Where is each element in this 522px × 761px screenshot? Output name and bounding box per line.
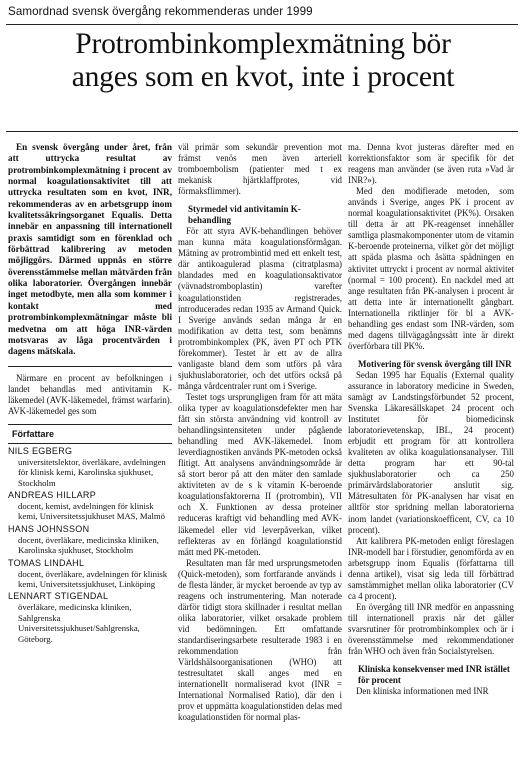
paragraph: Sedan 1995 har Equalis (External quality assurance in laboratory medicine in Sweden, samägt av Landstingsförbundet 52 procent, Svenska Läkaresällskapet 24 procent och Institutet för biomedicinsk laboratorievetenskap, IBL, 24 procent) erbjudit ett program för att kontrollera kvaliteten av olika koagulationsanalyser. Till detta program har ett 90-tal sjukhuslaboratorier och ca 250 primärvårdslaboratorier anslutit sig. Mätresultaten för PK-analysen har visat en alltför stor spridning mellan laboratorierna inom landet (variationskoefficent, CV, ca 10 procent). (348, 369, 514, 535)
lead-text: En svensk övergång under året, från att uttrycka resultat av protrombinkomplexmätning i procent av normal koagulationsaktivitet till att uttrycka resultaten som en kvot, INR, rekommenderas av en arbetsgrupp inom kvalitetssäkringsorganet Equalis. Detta innebär en anpassning till internationell praxis samtidigt som en förenklad och förbättrad kalibrering av metoden möjliggörs. Därmed uppnås en större överensstämmelse mellan mätvärden från olika laboratorier. Övergången innebär inget metodbyte, men alla som kommer i kontakt med protrombinkomplexmätningar måste bli medvetna om att höga INR-värden motsvaras av låga procentvärden i dagens mätskala. (8, 142, 172, 357)
paragraph: Resultaten man får med ursprungsmetoden (Quick-metoden), som fortfarande används i de flesta länder, är mycket beroende av typ av reagens och instrumentering. Man noterade därför tidigt stora skillnader i resultat mellan olika laboratorier, vilket orsakade problem vid bedömningen. Ett omfattande standardiseringsarbete resulterade 1983 i en rekommendation från Världshälsoorganisationen (WHO) att testresultatet skall anges med en internationellt normaliserad kvot (INR = International Normalised Ratio), där den i prov et uppmätta koagulationstiden delas med koagulationstiden för normal plas- (178, 557, 342, 723)
headline-line-2: anges som en kvot, inte i procent (71, 61, 455, 93)
paragraph: För att styra AVK-behandlingen behöver man kunna mäta koagulationsförmågan. Mätning av protrombintid med ett enkelt test, där antikoagulerad plasma (citratplasma) blandades med en koagulationsaktivator (vävnadstromboplastin) varefter koagulationstiden registrerades, introducerades redan 1935 av Armand Quick. I Sverige används sedan många år en modifikation av detta test, som benämns protrombinkomplex (PK, även PT och PTK förekommer). Testet är ett av de allra vanligaste bland dem som utförs på våra sjukhuslaboratorier, och det utförs också på många vårdcentraler runt om i Sverige. (178, 226, 342, 391)
paragraph: Den kliniska informationen med INR (356, 686, 489, 697)
section-heading: Styrmedel vid antivitamin K-behandling (188, 204, 301, 226)
author-role: docent, kemist, avdelningen för klinisk kemi, Universitetssjukhuset MAS, Malmö (18, 500, 165, 522)
section-heading: Kliniska konsekvenser med INR istället för procent (358, 664, 510, 686)
authors-title: Författare (12, 428, 55, 439)
author-role: docent, överläkare, avdelningen för klinisk kemi, Universitetssjukhuset, Linköping (18, 568, 168, 590)
top-rule (6, 24, 518, 25)
author-role: överläkare, medicinska kliniken, Sahlgrenska Universitetssjukhuset/Sahlgrenska, Göteborg. (18, 602, 140, 644)
author-name: HANS JOHNSSON (8, 523, 90, 534)
author-name: LENNART STIGENDAL (8, 591, 109, 602)
article-kicker: Samordnad svensk övergång rekommenderas under 1999 (8, 5, 313, 18)
lead-divider (8, 366, 172, 367)
column-3 (348, 142, 514, 697)
section-heading: Motivering för svensk övergång till INR (358, 358, 512, 369)
article-headline (13, 28, 513, 94)
headline-line-1: Protrombinkomplexmätning bör (75, 28, 451, 60)
paragraph: Med den modifierade metoden, som används i Sverige, anges PK i procent av normal koagulationsaktivitet (PK%). Orsaken till detta är att PK-reagenset innehåller samtliga plasmakomponenter utom de vitamin K-beroende proteinerna, vilket gör det möjligt att späda plasma och åsätta spädningen en aktivitet uttryckt i procent av normal aktivitet (normal = 100 procent). En nackdel med att ange resultaten från PK-analysen i procent är att detta inte är internationellt gångbart. Internationella riktlinjer för bl a AVK-behandling ges endast som INR-värden, som med dagens tillvägagångssätt inte är direkt överförbara till PK%. (348, 186, 514, 351)
paragraph: En övergång till INR medför en anpassning till internationell praxis när det gäller svarsrutiner för protrombinkomplex och är i överensstämmelse med rekommendationer från WHO och även från Socialstyrelsen. (348, 601, 514, 657)
lead-paragraph (8, 142, 172, 358)
headline-rule (6, 131, 518, 132)
paragraph: ma. Denna kvot justeras därefter med en korrektionsfaktor som är specifik för det reagens man använder (se även ruta »Vad är INR?»). (348, 142, 514, 186)
authors-divider (8, 424, 172, 425)
author-name: TOMAS LINDAHL (8, 557, 85, 568)
column-2 (178, 142, 342, 723)
author-name: NILS EGBERG (8, 445, 73, 456)
paragraph: Testet togs ursprungligen fram för att mäta olika typer av koagulationsdefekter men har fått sin största användning vid kontroll av behandlingsintensiteten under pågående behandling med AVK-läkemedel. Inom leverdiagnostiken används PK-metoden också flitigt. Att analysens användningsområde är så stort beror på att den mäter den samlade aktiviteten av de s k vitamin K-beroende koagulationsfaktorerna II (protrombin), VII och X. Funktionen av dessa proteiner reduceras kraftigt vid behandling med AVK-läkemedel eller vid leverpåverkan, vilket reflekteras av en förlängd koagulationstid mätt med PK-metoden. (178, 391, 342, 557)
author-name: ANDREAS HILLARP (8, 489, 97, 500)
author-role: universitetslektor, överläkare, avdelningen för klinisk kemi, Karolinska sjukhuset, Stockholm (18, 456, 166, 488)
paragraph: väl primär som sekundär prevention mot främst venös men även arteriell tromboembolism (patienter med t ex mekanisk hjärtklaffprotes, vid förmaksflimmer). (178, 142, 342, 197)
author-role: docent, överläkare, medicinska kliniken, Karolinska sjukhuset, Stockholm (18, 534, 159, 556)
authors-box (8, 429, 172, 644)
column-1 (8, 142, 172, 644)
intro-text: Närmare en procent av befolkningen i landet behandlas med antivitamin K-läkemedel (AVK-läkemedel, främst warfarin). AVK-läkemedel ges som (8, 372, 172, 416)
authors-title-rule (8, 443, 172, 444)
paragraph: Att kalibrera PK-metoden enligt föreslagen INR-modell har i förstudier, genomförda av en arbetsgrupp inom Equalis (författarna till denna artikel), visat sig leda till förbättrad samstämmighet mellan olika laboratorier (CV ca 4 procent). (348, 535, 514, 601)
